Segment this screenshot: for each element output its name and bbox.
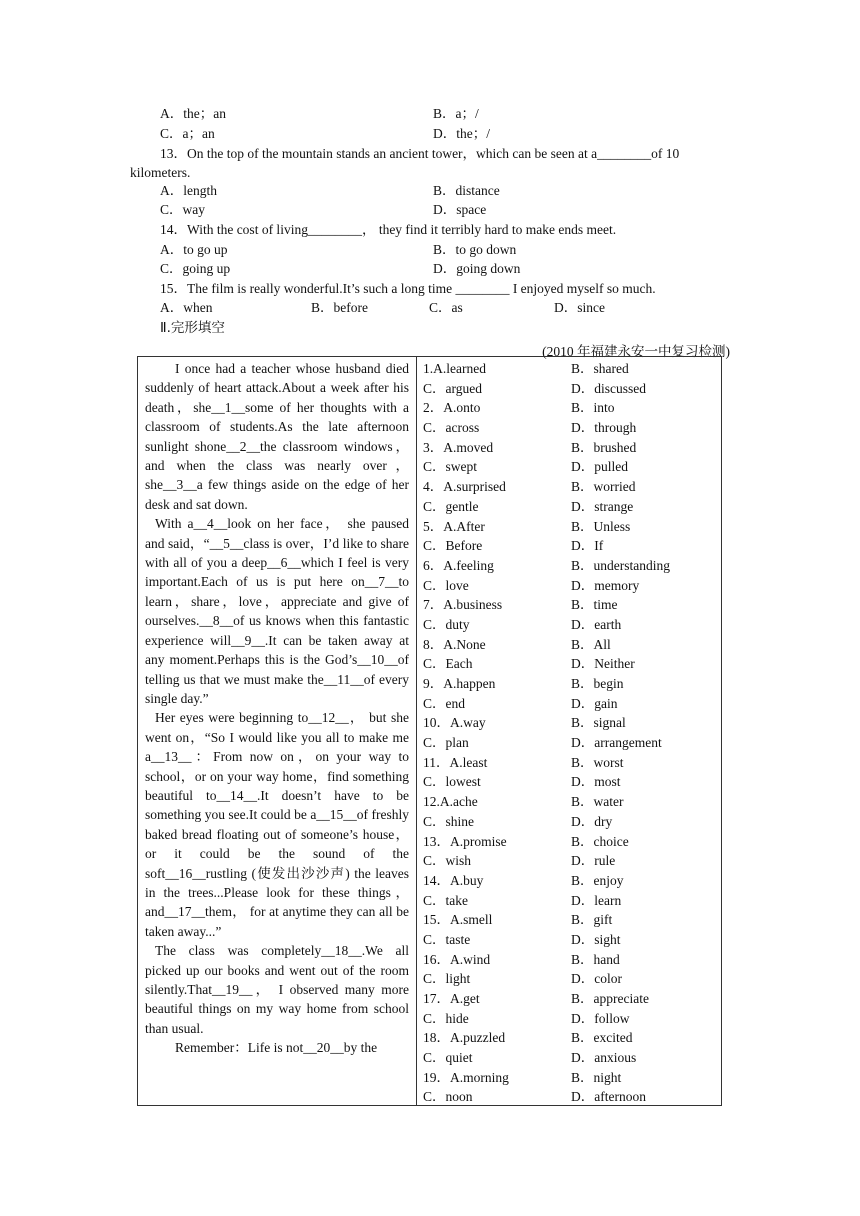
answer-row <box>423 418 718 438</box>
answer-option: B．understanding <box>571 557 670 573</box>
option-a: A．length <box>160 183 217 198</box>
answer-row <box>423 713 718 733</box>
question-13-options-row-2 <box>0 200 860 220</box>
answer-option: B．night <box>571 1069 622 1085</box>
answer-option: C．swept <box>423 459 477 475</box>
answer-option: C．plan <box>423 735 469 751</box>
answer-row <box>423 635 718 655</box>
answer-row <box>423 576 718 596</box>
answer-option: D．pulled <box>571 459 628 475</box>
answer-option: 16．A.wind <box>423 951 491 967</box>
answer-option: D．memory <box>571 577 640 593</box>
answer-row <box>423 654 718 674</box>
question-14-text: 14．With the cost of living________， they find it terribly hard to make ends meet. <box>160 222 617 237</box>
answer-option: 4．A.surprised <box>423 479 506 495</box>
answer-option: D．gain <box>571 695 618 711</box>
answer-row <box>423 871 718 891</box>
answer-option: B．brushed <box>571 439 637 455</box>
answer-option: C．quiet <box>423 1050 473 1066</box>
answer-row <box>423 772 718 792</box>
question-15-options-row <box>0 298 860 318</box>
answer-option: 13．A.promise <box>423 833 507 849</box>
answer-option: C．across <box>423 420 480 436</box>
answer-option: 14．A.buy <box>423 872 484 888</box>
answer-option: C．lowest <box>423 774 481 790</box>
answer-option: 1.A.learned <box>423 361 486 376</box>
answer-option: 7．A.business <box>423 597 503 613</box>
answer-option: B．worried <box>571 479 636 495</box>
answer-row <box>423 1087 718 1107</box>
answer-row <box>423 457 718 477</box>
answer-option: 6．A.feeling <box>423 557 494 573</box>
answer-option: B．All <box>571 636 611 652</box>
option-c: C．as <box>429 300 463 315</box>
option-c: C．a；an <box>160 126 215 141</box>
section-heading-row <box>0 318 860 338</box>
question-13-text-continued: kilometers. <box>130 165 191 180</box>
option-b: B．distance <box>433 183 500 198</box>
option-b: B．a；/ <box>433 106 479 121</box>
prev-question-options-row-2 <box>0 124 860 144</box>
answer-option: C．argued <box>423 380 482 396</box>
answer-option: B．Unless <box>571 518 631 534</box>
question-13-stem-continued <box>0 163 860 183</box>
answer-option: C．shine <box>423 813 475 829</box>
answer-row <box>423 930 718 950</box>
answer-row <box>423 556 718 576</box>
answer-option: B．excited <box>571 1030 633 1046</box>
passage-paragraph: With a__4__look on her face， she paused and said，“__5__class is over，I’d like to share with all of you a deep__6__which I feel is very important.Each of us is put here on__7__to learn，share，love，appreciate and give of ourselves.__8__of us knows when this fantastic experience will__9__.It can be taken away at any moment.Perhaps this is the God’s__10__of telling us that we must make the__11__of every single day.” <box>145 516 409 706</box>
answer-option: 19．A.morning <box>423 1069 509 1085</box>
answer-option: C．noon <box>423 1089 473 1105</box>
answer-row <box>423 595 718 615</box>
answer-options-column <box>423 359 718 1107</box>
answer-option: B．appreciate <box>571 991 649 1006</box>
answer-option: 8．A.None <box>423 636 486 652</box>
answer-option: C．wish <box>423 853 472 869</box>
answer-option: D．dry <box>571 813 613 829</box>
option-d: D．going down <box>433 261 521 276</box>
answer-option: C．taste <box>423 931 471 947</box>
answer-row <box>423 969 718 989</box>
answer-option: D．If <box>571 538 604 554</box>
answer-option: C．love <box>423 577 469 593</box>
question-15-stem <box>0 279 860 299</box>
answer-option: C．take <box>423 892 468 908</box>
answer-option: 15．A.smell <box>423 912 493 928</box>
answer-option: 9．A.happen <box>423 676 496 691</box>
answer-option: 5．A.After <box>423 518 485 534</box>
answer-option: 12.A.ache <box>423 794 478 810</box>
option-a: A．the；an <box>160 106 226 121</box>
answer-option: B．enjoy <box>571 872 624 888</box>
answer-row <box>423 438 718 458</box>
answer-row <box>423 832 718 852</box>
source-note: (2010 年福建永安一中复习检测) <box>542 344 730 359</box>
question-14-options-row-1 <box>0 240 860 260</box>
answer-option: B．shared <box>571 361 629 376</box>
answer-row <box>423 359 718 379</box>
answer-row <box>423 477 718 497</box>
answer-row <box>423 497 718 517</box>
answer-option: D．color <box>571 971 622 987</box>
answer-row <box>423 989 718 1009</box>
answer-option: 3．A.moved <box>423 439 494 455</box>
answer-row <box>423 398 718 418</box>
answer-row <box>423 1028 718 1048</box>
answer-row <box>423 792 718 812</box>
answer-option: 2．A.onto <box>423 400 481 416</box>
passage-paragraph: I once had a teacher whose husband died suddenly of heart attack.About a week after his death，she__1__some of her thoughts with a classroom of students.As the late afternoon sunlight shone__2__the classroom windows， and when the class was nearly over， she__3__a few things aside on the edge of her desk and sat down. <box>145 361 409 512</box>
answer-option: 10．A.way <box>423 715 486 731</box>
answer-option: B．choice <box>571 833 629 849</box>
answer-option: C．Each <box>423 656 473 672</box>
answer-option: 11．A.least <box>423 754 488 770</box>
answer-option: B．begin <box>571 676 624 691</box>
answer-row <box>423 1009 718 1029</box>
answer-row <box>423 1068 718 1088</box>
answer-option: D．sight <box>571 931 621 947</box>
answer-row <box>423 950 718 970</box>
passage-paragraph: The class was completely__18__.We all picked up our books and went out of the room silently.That__19__， I observed many more beautiful things on my way home from school than usual. <box>145 943 409 1036</box>
question-15-text: 15．The film is really wonderful.It’s such a long time ________ I enjoyed myself so much. <box>160 281 656 296</box>
answer-option: B．time <box>571 597 618 613</box>
answer-row <box>423 694 718 714</box>
answer-row <box>423 674 718 694</box>
answer-option: D．earth <box>571 616 622 632</box>
answer-row <box>423 910 718 930</box>
answer-row <box>423 517 718 537</box>
passage-paragraph: Her eyes were beginning to__12__， but she went on，“So I would like you all to make me a__13__：From now on，on your way to school，or on your way home，find something beautiful to__14__.It doesn’t have to be something you see.It could be a__15__of freshly baked bread floating out of someone’s house， or it could be the sound of the soft__16__rustling (使发出沙沙声) the leaves in the trees...Please look for these things， and__17__them， for at anytime they can all be taken away...” <box>145 710 409 939</box>
cloze-passage <box>145 359 409 1058</box>
option-b: B．before <box>311 300 368 315</box>
answer-option: C．duty <box>423 616 470 632</box>
answer-option: B．worst <box>571 754 624 770</box>
answer-row <box>423 753 718 773</box>
answer-option: C．Before <box>423 538 483 554</box>
answer-row <box>423 851 718 871</box>
answer-option: D．arrangement <box>571 735 662 751</box>
answer-option: D．strange <box>571 498 634 514</box>
answer-option: C．end <box>423 695 465 711</box>
option-c: C．going up <box>160 261 231 276</box>
answer-option: D．afternoon <box>571 1089 646 1105</box>
answer-option: B．gift <box>571 912 613 928</box>
answer-option: D．discussed <box>571 380 646 396</box>
answer-option: 17．A.get <box>423 991 480 1006</box>
answer-option: D．rule <box>571 853 616 869</box>
answer-option: D．learn <box>571 892 622 908</box>
answer-option: B．signal <box>571 715 626 731</box>
answer-option: D．through <box>571 420 637 436</box>
option-b: B．to go down <box>433 242 517 257</box>
answer-option: C．light <box>423 971 471 987</box>
option-d: D．since <box>554 300 605 315</box>
question-14-stem <box>0 220 860 240</box>
option-a: A．when <box>160 300 213 315</box>
option-c: C．way <box>160 202 205 217</box>
question-13-options-row-1 <box>0 181 860 201</box>
answer-row <box>423 891 718 911</box>
answer-row <box>423 812 718 832</box>
answer-option: 18．A.puzzled <box>423 1030 506 1046</box>
answer-option: C．gentle <box>423 498 479 514</box>
cloze-table <box>137 356 722 1106</box>
answer-option: C．hide <box>423 1010 469 1026</box>
option-d: D．space <box>433 202 487 217</box>
question-14-options-row-2 <box>0 259 860 279</box>
answer-option: B．into <box>571 400 615 416</box>
answer-row <box>423 615 718 635</box>
answer-option: D．most <box>571 774 621 790</box>
answer-option: B．water <box>571 794 624 810</box>
answer-option: D．anxious <box>571 1050 637 1066</box>
answer-row <box>423 733 718 753</box>
passage-paragraph: Remember：Life is not__20__by the <box>175 1040 378 1056</box>
answer-option: B．hand <box>571 951 620 967</box>
section-heading: Ⅱ.完形填空 <box>160 320 225 336</box>
option-a: A．to go up <box>160 242 228 257</box>
prev-question-options-row-1 <box>0 104 860 124</box>
answer-option: D．follow <box>571 1010 630 1026</box>
answer-row <box>423 536 718 556</box>
option-d: D．the；/ <box>433 126 490 141</box>
table-divider <box>416 357 417 1105</box>
question-13-stem <box>0 144 860 164</box>
answer-row <box>423 379 718 399</box>
answer-row <box>423 1048 718 1068</box>
answer-option: D．Neither <box>571 656 635 672</box>
question-13-text: 13．On the top of the mountain stands an ancient tower，which can be seen at a________of 10 <box>160 146 680 161</box>
